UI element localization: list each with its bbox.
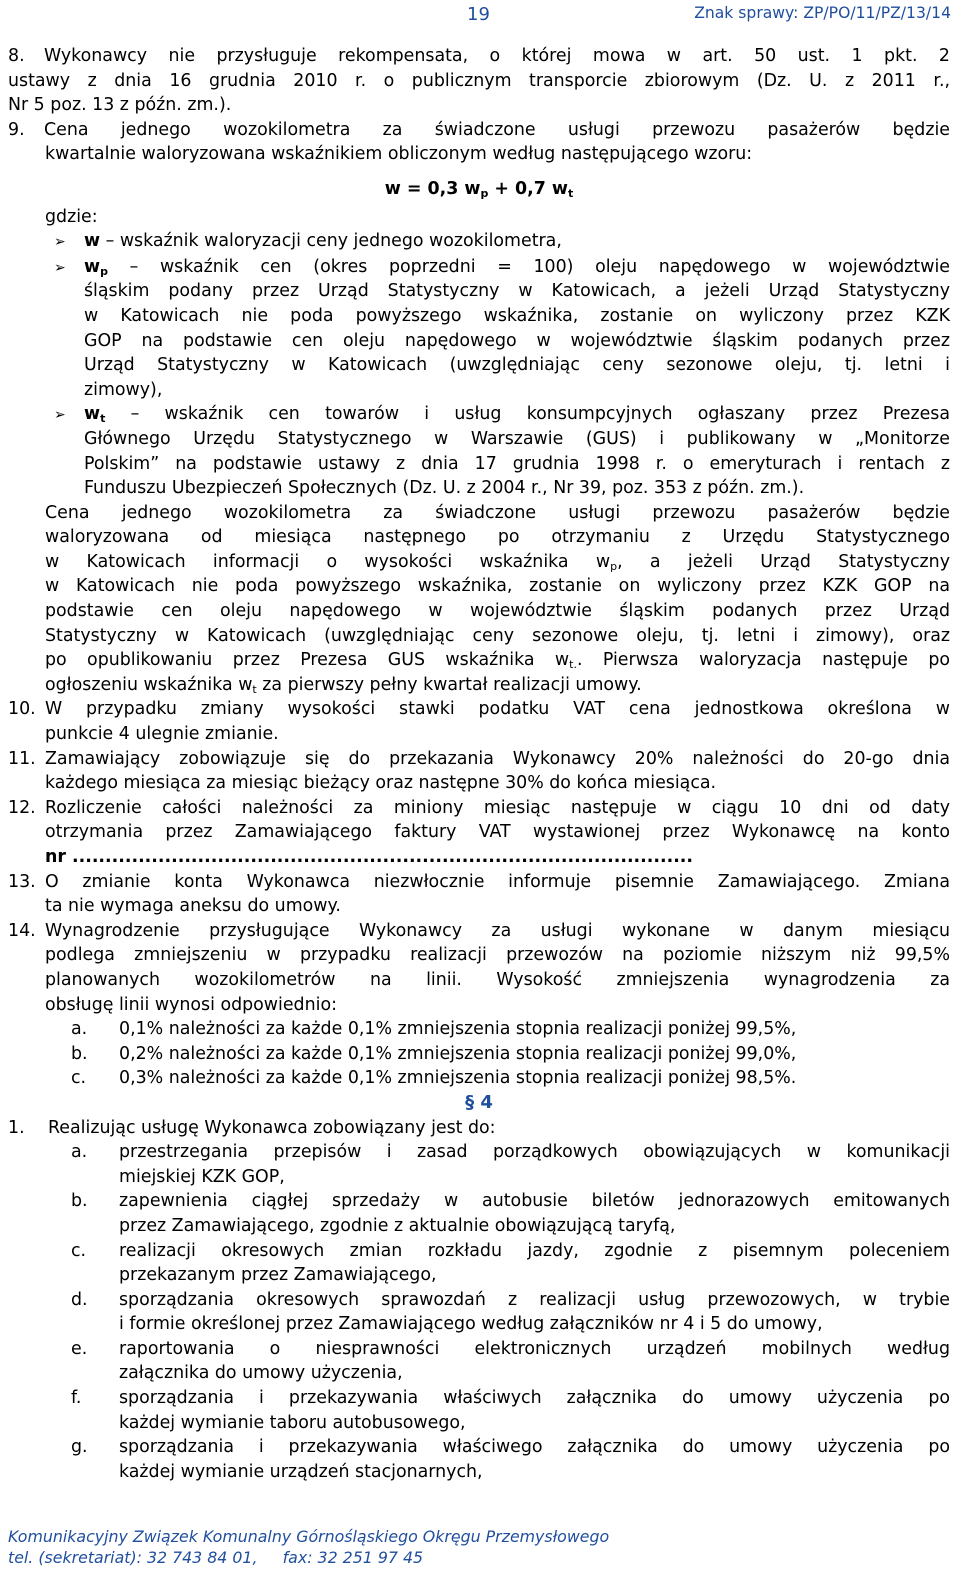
sub-list-item: a. przestrzegania przepisów i zasad porządkowych obowiązujących w komunikacji miejskiej KZK GOP, [71, 1142, 950, 1187]
item-number: 12. [8, 797, 36, 818]
case-reference: Znak sprawy: ZP/PO/11/PZ/13/14 [694, 4, 951, 22]
sub-list-item: g. sporządzania i przekazywania właściwego załącznika do umowy użyczenia po każdej wymianie urządzeń stacjonarnych, [71, 1437, 950, 1482]
where-label: gdzie: [45, 206, 98, 227]
item-number: 9. [8, 119, 25, 140]
footer-contact: tel. (sekretariat): 32 743 84 01, fax: 32 251 97 45 [8, 1548, 424, 1567]
list-item: 1. Realizując usługę Wykonawca zobowiązany jest do: [8, 1116, 950, 1141]
footer-organization: Komunikacyjny Związek Komunalny Górnośląskiego Okręgu Przemysłowego [8, 1527, 610, 1546]
valorization-formula: w = 0,3 $w_p + 0,7$ $w_t$ [384, 178, 574, 200]
item-8-line-3: Nr 5 poz. 13 z późn. zm.). [8, 95, 232, 116]
list-item: 12. Rozliczenie całości należności za miniony miesiąc następuje w ciągu 10 dni od daty otrzymania przez Zamawiającego faktury VAT wystawionej przez Wykonawcę na konto nr .............................................................................................. [8, 796, 950, 870]
sub-list-item: f. sporządzania i przekazywania właściwych załącznika do umowy użyczenia po każdej wymianie taboru autobusowego, [71, 1388, 950, 1433]
sub-list-item: c. realizacji okresowych zmian rozkładu jazdy, zgodnie z pisemnym poleceniem przekazanym przez Zamawiającego, [71, 1240, 950, 1286]
arrow-bullet-icon: ➢ [54, 234, 66, 251]
list-item: 14. Wynagrodzenie przysługujące Wykonawcy za usługi wykonane w danym miesiącu podlega zmniejszeniu w przypadku realizacji przewozów na poziomie niższym niż 99,5% planowanych wozokilometrów na linii. Wysokość zmniejszenia wynagrodzenia za obsługę linii wynosi odpowiednio: [8, 919, 950, 1017]
formula-definition: ➢ $w_p$ – wskaźnik cen (okres poprzedni = 100) oleju napędowego w województwie śląskim podany przez Urząd Statystyczny w Katowicach, a jeżeli Urząd Statystyczny w Katowicach nie poda powyższego wskaźnika, zostanie on wyliczony przez KZK GOP na podstawie cen oleju napędowego w województwie śląskim podanych przez Urząd Statystyczny w Katowicach (uwzględniając ceny sezonowe oleju, tj. letni i zimowy), [54, 255, 950, 403]
item-9-line-2: kwartalnie waloryzowana wskaźnikiem obliczonym według następującego wzoru: [45, 144, 753, 165]
list-item: 9. Cena jednego wozokilometra za świadczone usługi przewozu pasażerów będzie [8, 118, 950, 143]
account-number-field: nr .............................................................................................. [45, 847, 694, 867]
item-number: 8. [8, 46, 25, 66]
sub-list-item: e. raportowania o niesprawności elektronicznych urządzeń mobilnych według załącznika do umowy użyczenia, [71, 1338, 950, 1384]
list-item: 8. Wykonawcy nie przysługuje rekompensata, o której mowa w art. 50 ust. 1 pkt. 2 [8, 44, 950, 69]
arrow-bullet-icon: ➢ [54, 407, 66, 424]
item-number: 1. [8, 1117, 25, 1138]
valorization-paragraph: Cena jednego wozokilometra za świadczone usługi przewozu pasażerów będzie waloryzowana od miesiąca następnego po otrzymaniu z Urzędu Statystycznego w Katowicach informacji o wysokości wskaźnika $w_p$, a jeżeli Urząd Statystyczny w Katowicach nie poda powyższego wskaźnika, zostanie on wyliczony przez KZK GOP na podstawie cen oleju napędowego w województwie śląskim podanych przez Urząd Statystyczny w Katowicach (uwzględniając ceny sezonowe oleju, tj. letni i zimowy), oraz po opublikowaniu przez Prezesa GUS wskaźnika $w_{t.}$. Pierwsza waloryzacja następuje po ogłoszeniu wskaźnika $w_t$ za pierwszy pełny kwartał realizacji umowy. [45, 502, 950, 696]
document-body [8, 44, 950, 1484]
item-number: 10. [8, 699, 36, 720]
sub-list-item: b. zapewnienia ciągłej sprzedaży w autobusie biletów jednorazowych emitowanych przez Zamawiającego, zgodnie z aktualnie obowiązującą taryfą, [71, 1191, 950, 1236]
list-item: 10. W przypadku zmiany wysokości stawki podatku VAT cena jednostkowa określona w punkcie 4 ulegnie zmianie. [8, 697, 950, 746]
page-footer [8, 1526, 609, 1568]
sub-list-item: b. 0,2% należności za każde 0,1% zmniejszenia stopnia realizacji poniżej 99,0%, [71, 1043, 797, 1064]
list-item: 13. O zmianie konta Wykonawca niezwłocznie informuje pisemnie Zamawiającego. Zmiana ta nie wymaga aneksu do umowy. [8, 870, 950, 919]
sub-list-item: c. 0,3% należności za każde 0,1% zmniejszenia stopnia realizacji poniżej 98,5%. [71, 1068, 797, 1089]
item-8-line-2: ustawy z dnia 16 grudnia 2010 r. o publicznym transporcie zbiorowym (Dz. U. z 2011 r., [8, 70, 950, 91]
list-item: 11. Zamawiający zobowiązuje się do przekazania Wykonawcy 20% należności do 20-go dnia każdego miesiąca za miesiąc bieżący oraz następne 30% do końca miesiąca. [8, 747, 950, 796]
arrow-bullet-icon: ➢ [54, 259, 66, 276]
item-number: 11. [8, 748, 36, 769]
sub-list-item: d. sporządzania okresowych sprawozdań z realizacji usług przewozowych, w trybie i formie określonej przez Zamawiającego według załączników nr 4 i 5 do umowy, [71, 1289, 950, 1335]
formula-definition: ➢ $w_t$ – wskaźnik cen towarów i usług konsumpcyjnych ogłaszany przez Prezesa Głównego Urzędu Statystycznego w Warszawie (GUS) i publikowany w „Monitorze Polskim” na podstawie ustawy z dnia 17 grudnia 1998 r. o emeryturach i rentach z Funduszu Ubezpieczeń Społecznych (Dz. U. z 2004 r., Nr 39, poz. 353 z późn. zm.). [54, 402, 950, 500]
sub-list-item: a. 0,1% należności za każde 0,1% zmniejszenia stopnia realizacji poniżej 99,5%, [71, 1019, 797, 1040]
item-number: 14. [8, 920, 36, 941]
section-heading: § 4 [465, 1091, 493, 1113]
formula-definition: ➢ w – wskaźnik waloryzacji ceny jednego wozokilometra, [54, 229, 950, 255]
page-number: 19 [467, 4, 490, 25]
item-number: 13. [8, 871, 36, 892]
